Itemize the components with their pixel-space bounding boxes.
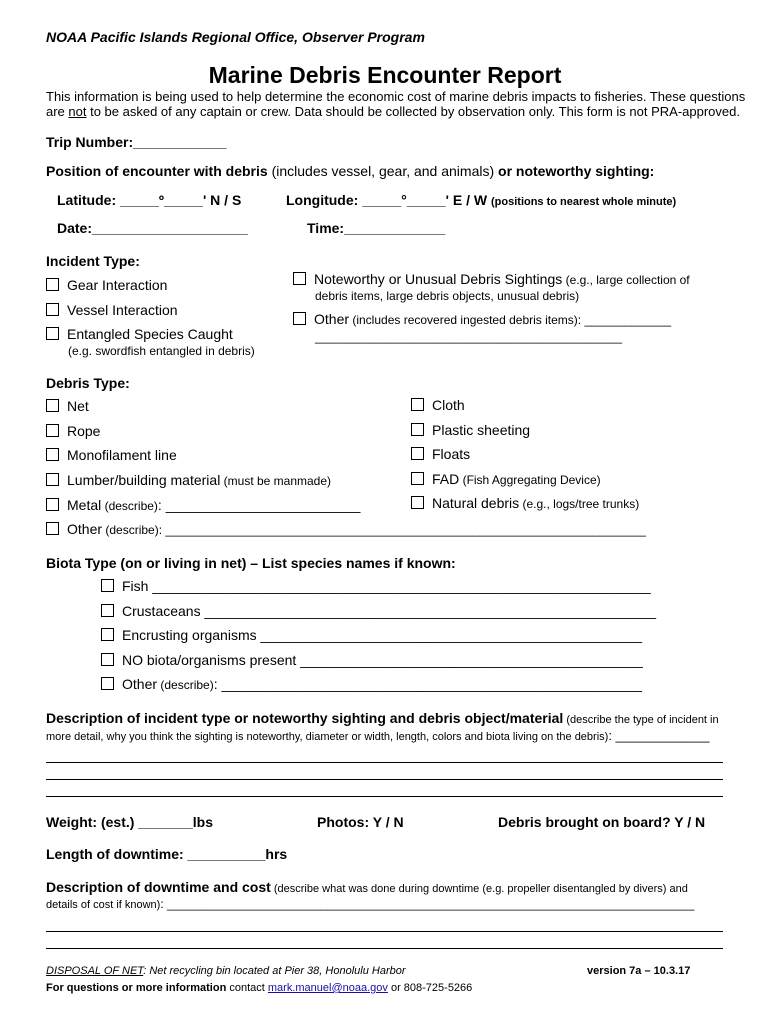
photos-field[interactable]: Photos: Y / N [317, 814, 404, 830]
description-heading: Description of incident type or noteworthy sighting and debris object/material (describe the type of incident in [46, 710, 719, 726]
description-line-1[interactable] [46, 762, 723, 763]
debris-lumber[interactable]: Lumber/building material (must be manmade) [46, 472, 331, 488]
debris-net[interactable]: Net [46, 398, 89, 414]
incident-gear[interactable]: Gear Interaction [46, 277, 167, 293]
intro-not: not [68, 104, 87, 119]
checkbox[interactable] [293, 312, 306, 325]
incident-entangled[interactable]: Entangled Species Caught [46, 326, 233, 342]
checkbox[interactable] [411, 423, 424, 436]
debris-rope[interactable]: Rope [46, 423, 100, 439]
incident-type-heading: Incident Type: [46, 253, 140, 269]
checkbox[interactable] [293, 272, 306, 285]
description-line-2[interactable] [46, 779, 723, 780]
time-field[interactable]: Time:_____________ [307, 220, 446, 236]
biota-encrusting[interactable]: Encrusting organisms _________________________________________________ [101, 627, 642, 643]
checkbox[interactable] [411, 496, 424, 509]
position-heading: Position of encounter with debris (includes vessel, gear, and animals) or noteworthy sighting: [46, 163, 655, 179]
debris-natural[interactable]: Natural debris (e.g., logs/tree trunks) [411, 495, 639, 511]
downtime-line-1[interactable] [46, 931, 723, 932]
checkbox[interactable] [46, 327, 59, 340]
debris-other[interactable]: Other (describe): ________________________________________________________________________ [46, 521, 646, 537]
checkbox[interactable] [46, 448, 59, 461]
downtime-heading: Description of downtime and cost (describe what was done during downtime (e.g. propeller disentangled by divers) and [46, 879, 688, 895]
checkbox[interactable] [101, 653, 114, 666]
checkbox[interactable] [411, 398, 424, 411]
checkbox[interactable] [46, 498, 59, 511]
downtime-line-2[interactable] [46, 948, 723, 949]
checkbox[interactable] [411, 447, 424, 460]
checkbox[interactable] [46, 278, 59, 291]
brought-on-board-field[interactable]: Debris brought on board? Y / N [498, 814, 706, 830]
longitude-field[interactable]: Longitude: _____°_____' E / W (positions to nearest whole minute) [286, 192, 677, 208]
incident-vessel[interactable]: Vessel Interaction [46, 302, 178, 318]
checkbox[interactable] [101, 579, 114, 592]
checkbox[interactable] [46, 522, 59, 535]
biota-none[interactable]: NO biota/organisms present ____________________________________________ [101, 652, 643, 668]
debris-metal[interactable]: Metal (describe): _________________________ [46, 497, 360, 513]
debris-plastic[interactable]: Plastic sheeting [411, 422, 530, 438]
biota-heading: Biota Type (on or living in net) – List species names if known: [46, 555, 456, 571]
checkbox[interactable] [411, 472, 424, 485]
description-note: more detail, why you think the sighting is noteworthy, diameter or width, length, colors and biota living on the debris): _____________ [46, 728, 710, 743]
incident-noteworthy[interactable]: Noteworthy or Unusual Debris Sightings (e.g., large collection of [293, 271, 690, 287]
disposal-note: DISPOSAL OF NET: Net recycling bin located at Pier 38, Honolulu Harbor [46, 965, 406, 977]
intro-line-2: are not to be asked of any captain or crew. Data should be collected by observation only. This form is not PRA-approved. [46, 104, 740, 119]
biota-crustaceans[interactable]: Crustaceans __________________________________________________________ [101, 603, 656, 619]
email-link[interactable]: mark.manuel@noaa.gov [267, 982, 388, 994]
page-title: Marine Debris Encounter Report [208, 62, 562, 88]
entangled-note: (e.g. swordfish entangled in debris) [68, 344, 255, 358]
checkbox[interactable] [101, 677, 114, 690]
trip-number-field[interactable]: Trip Number:____________ [46, 134, 227, 150]
checkbox[interactable] [46, 424, 59, 437]
checkbox[interactable] [46, 399, 59, 412]
date-field[interactable]: Date:____________________ [57, 220, 248, 236]
latitude-field[interactable]: Latitude: _____º_____' N / S [57, 192, 242, 208]
debris-fad[interactable]: FAD (Fish Aggregating Device) [411, 471, 601, 487]
intro-line-1: This information is being used to help determine the economic cost of marine debris impacts to fisheries. These questions [46, 89, 746, 104]
downtime-note: details of cost if known): _______________________________________________________________________________ [46, 897, 695, 911]
description-line-3[interactable] [46, 796, 723, 797]
debris-type-heading: Debris Type: [46, 375, 130, 391]
version-label: version 7a – 10.3.17 [587, 965, 691, 977]
debris-floats[interactable]: Floats [411, 446, 470, 462]
downtime-length-field[interactable]: Length of downtime: __________hrs [46, 846, 288, 862]
weight-field[interactable]: Weight: (est.) _______lbs [46, 814, 214, 830]
checkbox[interactable] [101, 628, 114, 641]
checkbox[interactable] [46, 303, 59, 316]
checkbox[interactable] [101, 604, 114, 617]
noteworthy-note: debris items, large debris objects, unusual debris) [315, 289, 580, 303]
contact-line: For questions or more information contact mark.manuel@noaa.gov or 808-725-5266 [46, 982, 473, 994]
checkbox[interactable] [46, 473, 59, 486]
biota-other[interactable]: Other (describe): ______________________________________________________ [101, 676, 642, 692]
incident-other-line[interactable]: ______________________________________________ [315, 330, 622, 344]
office-name: NOAA Pacific Islands Regional Office, Observer Program [46, 29, 425, 45]
debris-cloth[interactable]: Cloth [411, 397, 465, 413]
incident-other[interactable]: Other (includes recovered ingested debris items): _____________ [293, 311, 671, 327]
biota-fish[interactable]: Fish ________________________________________________________________ [101, 578, 651, 594]
debris-monofilament[interactable]: Monofilament line [46, 447, 177, 463]
